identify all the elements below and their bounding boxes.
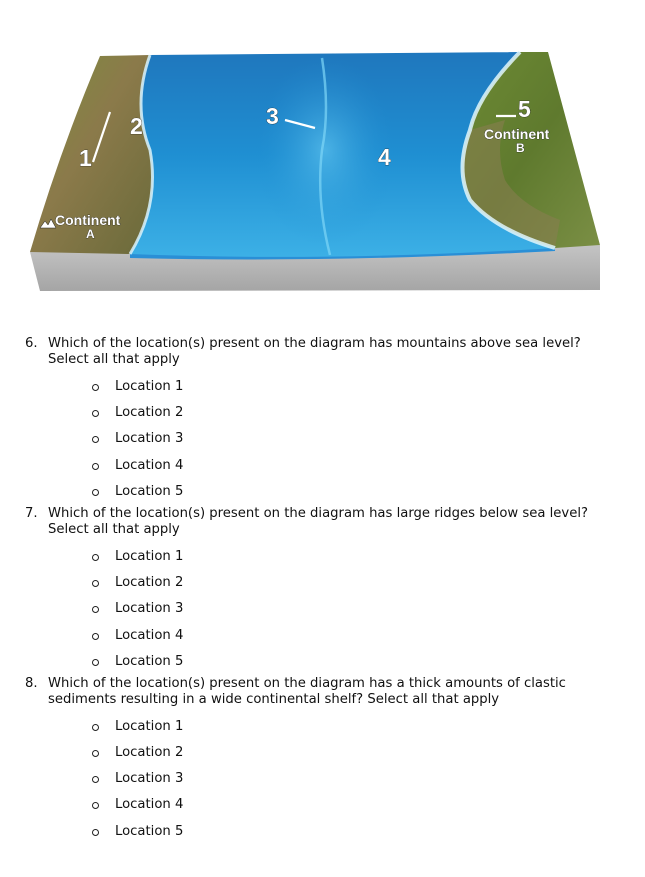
continent-b-letter: B [516,141,525,155]
option-location-2[interactable] [0,740,645,766]
question-list [0,336,645,845]
radio-circle-icon[interactable] [92,436,99,443]
question-8 [0,676,645,708]
question-number: 8. [25,675,38,691]
option-location-1[interactable] [0,544,645,570]
location-1-label: 1 [79,145,92,171]
option-label: Location 1 [115,379,184,394]
question-text: Which of the location(s) present on the diagram has a thick amounts of clastic sediments resulting in a wide continental shelf? Select all that apply [48,675,566,707]
option-location-5[interactable] [0,819,645,845]
option-label: Location 3 [115,771,184,787]
continent-a-letter: A [86,227,95,241]
option-location-4[interactable] [0,792,645,818]
ocean-diagram [0,0,645,310]
radio-circle-icon[interactable] [92,776,99,783]
question-6-options [0,374,645,505]
radio-circle-icon[interactable] [92,463,99,470]
option-location-2[interactable] [0,570,645,596]
radio-circle-icon[interactable] [92,750,99,757]
option-location-2[interactable] [0,400,645,426]
radio-circle-icon[interactable] [92,724,99,731]
radio-circle-icon[interactable] [92,606,99,613]
option-location-4[interactable] [0,453,645,479]
option-label: Location 5 [115,653,184,669]
option-location-3[interactable] [0,596,645,622]
option-location-1[interactable] [0,714,645,740]
question-text: Which of the location(s) present on the diagram has mountains above sea level? Select all that apply [48,336,581,367]
option-label: Location 3 [115,431,184,447]
option-label: Location 2 [115,745,184,761]
radio-circle-icon[interactable] [92,384,99,391]
option-location-5[interactable] [0,479,645,505]
question-number: 7. [25,505,38,521]
question-7-options [0,544,645,675]
radio-circle-icon[interactable] [92,633,99,640]
option-label: Location 1 [115,548,184,564]
option-location-3[interactable] [0,426,645,452]
question-text: Which of the location(s) present on the diagram has large ridges below sea level? Select all that apply [48,505,589,537]
option-label: Location 3 [115,601,184,617]
radio-circle-icon[interactable] [92,489,99,496]
option-label: Location 5 [115,483,184,499]
question-8-options [0,714,645,845]
location-2-label: 2 [130,113,143,139]
option-location-3[interactable] [0,766,645,792]
radio-circle-icon[interactable] [92,802,99,809]
option-label: Location 1 [115,718,184,734]
location-4-label: 4 [378,144,391,170]
radio-circle-icon[interactable] [92,580,99,587]
option-label: Location 4 [115,457,184,473]
option-location-5[interactable] [0,649,645,675]
option-location-1[interactable] [0,374,645,400]
option-label: Location 4 [115,627,184,643]
radio-circle-icon[interactable] [92,829,99,836]
option-label: Location 4 [115,797,184,813]
ocean-diagram-svg [0,0,645,310]
continent-b-label: Continent [484,126,550,142]
radio-circle-icon[interactable] [92,554,99,561]
option-label: Location 2 [115,405,184,421]
question-number: 6. [25,336,38,351]
radio-circle-icon[interactable] [92,659,99,666]
option-label: Location 5 [115,823,184,839]
continent-a-label: Continent [55,212,121,228]
radio-circle-icon[interactable] [92,410,99,417]
question-7 [0,506,645,538]
location-3-label: 3 [266,103,279,129]
option-label: Location 2 [115,575,184,591]
location-5-label: 5 [518,96,531,122]
question-6 [0,336,645,368]
option-location-4[interactable] [0,623,645,649]
